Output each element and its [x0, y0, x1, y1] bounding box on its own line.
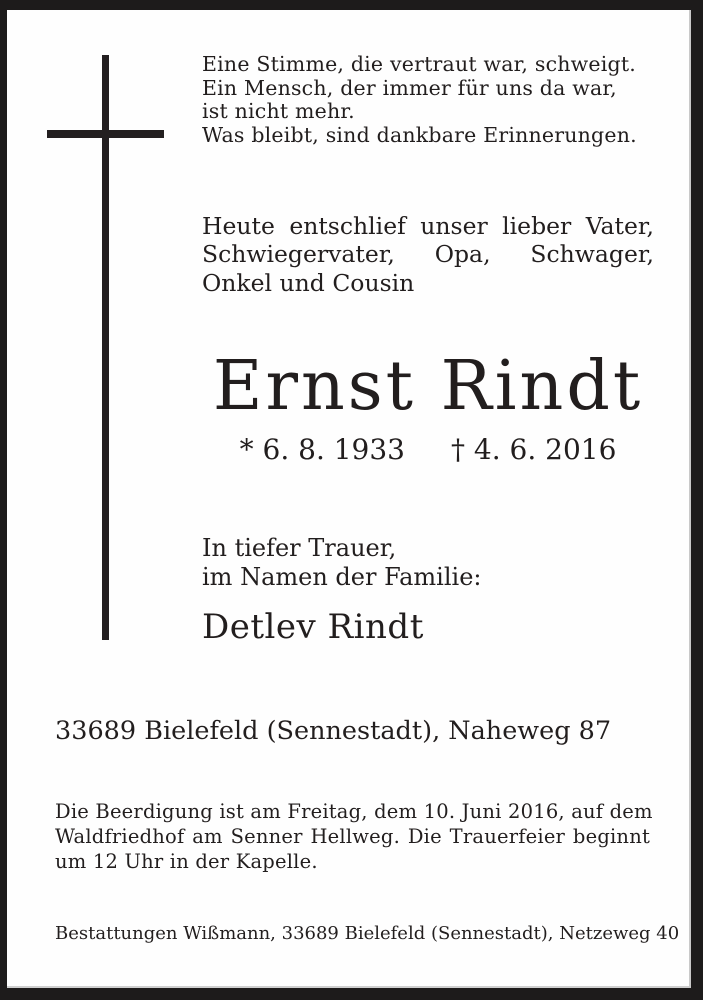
verse-line: ist nicht mehr.: [202, 99, 355, 124]
cross-vertical-bar: [102, 55, 109, 640]
deceased-name: Ernst Rindt: [212, 347, 644, 426]
cross-horizontal-bar: [47, 130, 164, 138]
funeral-line: Waldfriedhof am Senner Hellweg. Die Trauerfeier beginnt: [55, 825, 650, 848]
opening-verse: [202, 53, 637, 148]
verse-line: Ein Mensch, der immer für uns da war,: [202, 75, 617, 100]
frame-border-bottom: [0, 988, 703, 1000]
intro-line: Schwiegervater, Opa, Schwager,: [202, 240, 654, 269]
introduction-text: [202, 212, 654, 297]
funeral-home-info: Bestattungen Wißmann, 33689 Bielefeld (Sennestadt), Netzeweg 40: [55, 923, 680, 944]
funeral-line: um 12 Uhr in der Kapelle.: [55, 850, 318, 873]
frame-border-top: [0, 0, 703, 10]
mourning-line: In tiefer Trauer,: [202, 534, 397, 562]
signatory-name: Detlev Rindt: [202, 607, 424, 647]
death-date: † 4. 6. 2016: [451, 433, 617, 466]
funeral-line: Die Beerdigung ist am Freitag, dem 10. Juni 2016, auf dem: [55, 800, 653, 823]
intro-line: Heute entschlief unser lieber Vater,: [202, 212, 654, 240]
frame-border-left: [0, 0, 7, 1000]
intro-line: Onkel und Cousin: [202, 268, 415, 297]
residence-address: 33689 Bielefeld (Sennestadt), Naheweg 87: [55, 716, 612, 746]
verse-line: Eine Stimme, die vertraut war, schweigt.: [202, 52, 636, 76]
verse-line: Was bleibt, sind dankbare Erinnerungen.: [202, 123, 637, 148]
mourning-line: im Namen der Familie:: [202, 563, 482, 591]
mourning-statement: [202, 534, 482, 592]
birth-date: * 6. 8. 1933: [239, 433, 405, 466]
life-dates: [202, 435, 654, 465]
funeral-information: [55, 799, 653, 874]
frame-border-right: [691, 0, 703, 1000]
